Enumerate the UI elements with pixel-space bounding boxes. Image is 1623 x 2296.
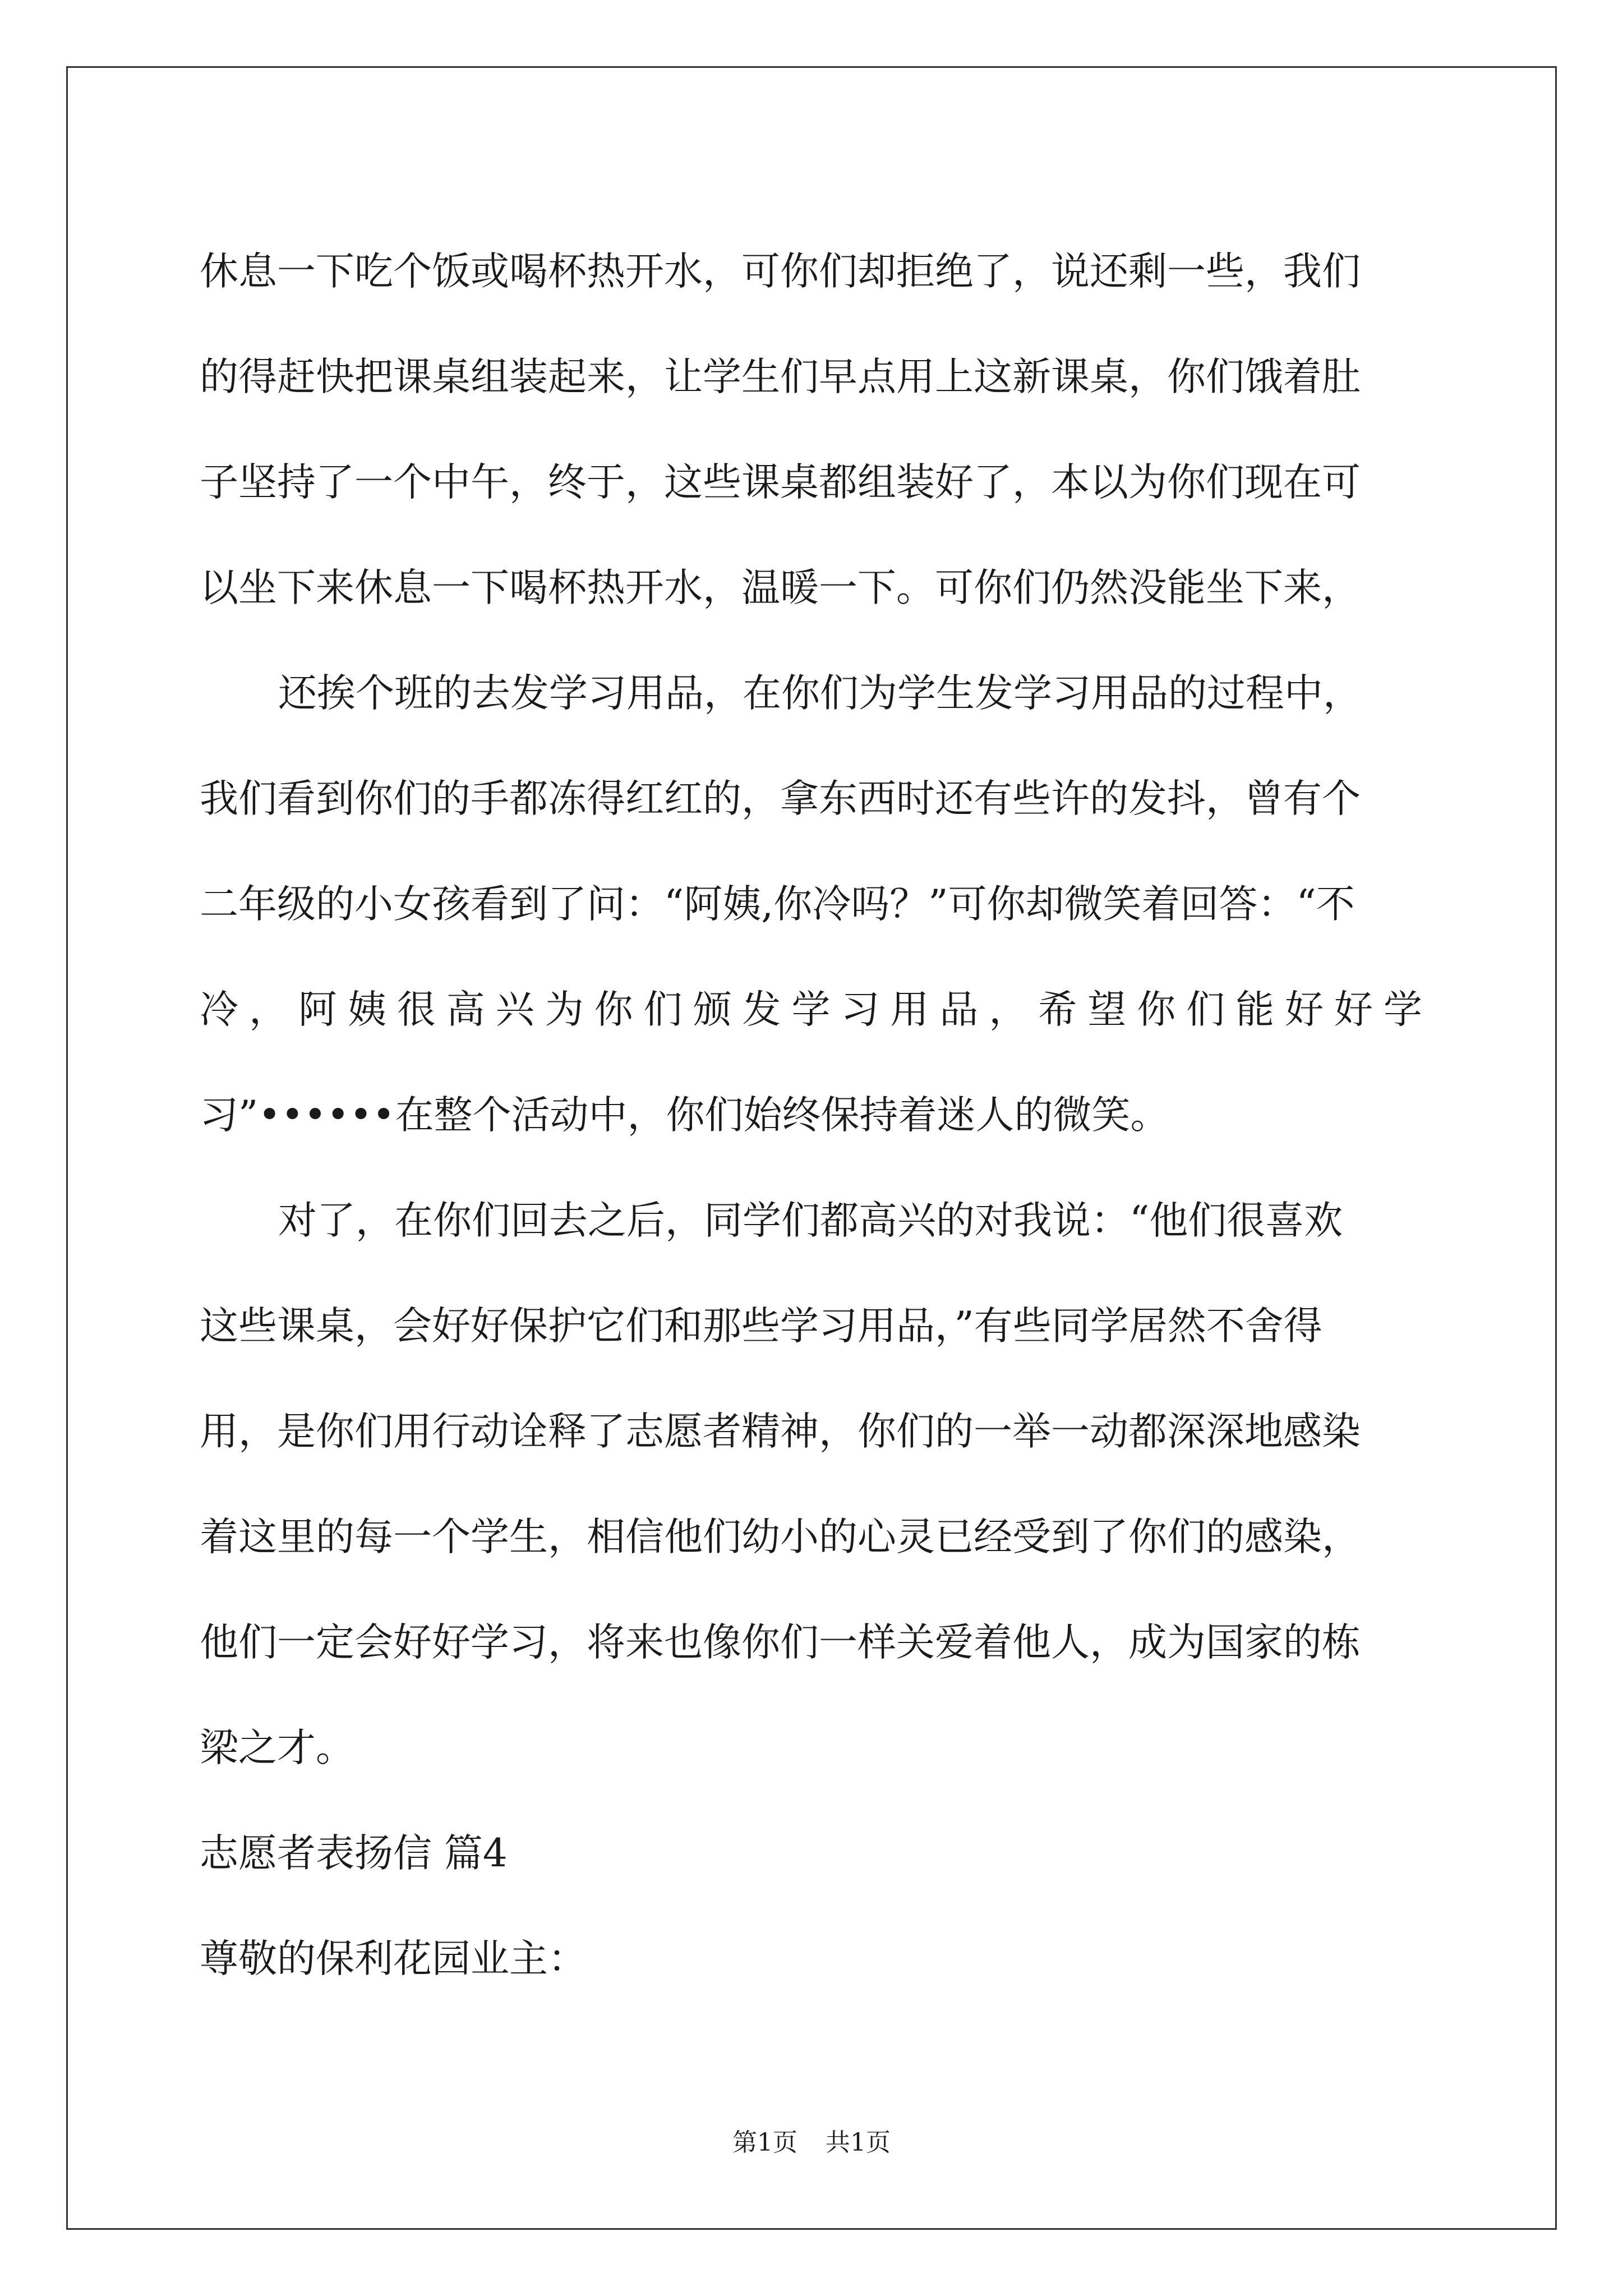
section-heading: 志愿者表扬信 篇4 xyxy=(200,1831,508,1876)
page-number: 第1页 xyxy=(732,2128,797,2157)
paragraph-line: 梁之才。 xyxy=(200,1726,354,1770)
paragraph-line: 冷，阿姨很高兴为你们颁发学习用品，希望你们能好好学 xyxy=(200,987,1422,1032)
paragraph-line: 休息一下吃个饭或喝杯热开水，可你们却拒绝了，说还剩一些，我们 xyxy=(200,249,1361,294)
document-body xyxy=(200,219,1422,2012)
paragraph-line: 还挨个班的去发学习用品，在你们为学生发学习用品的过程中， xyxy=(278,671,1362,716)
letter-salutation: 尊敬的保利花园业主： xyxy=(200,1936,587,1981)
paragraph-line: 习”••••••在整个活动中，你们始终保持着迷人的微笑。 xyxy=(200,1093,1169,1138)
page-total: 共1页 xyxy=(826,2128,891,2157)
paragraph-line: 二年级的小女孩看到了问：“阿姨,你冷吗？”可你却微笑着回答：“不 xyxy=(200,882,1355,927)
paragraph-line: 的得赶快把课桌组装起来，让学生们早点用上这新课桌，你们饿着肚 xyxy=(200,355,1361,399)
paragraph-line: 他们一定会好好学习，将来也像你们一样关爱着他人，成为国家的栋 xyxy=(200,1620,1361,1665)
paragraph-line: 以坐下来休息一下喝杯热开水，温暖一下。可你们仍然没能坐下来， xyxy=(200,565,1361,610)
paragraph-line: 这些课桌，会好好保护它们和那些学习用品，”有些同学居然不舍得 xyxy=(200,1304,1322,1349)
paragraph-line: 我们看到你们的手都冻得红红的，拿东西时还有些许的发抖，曾有个 xyxy=(200,776,1361,821)
paragraph-line: 着这里的每一个学生，相信他们幼小的心灵已经受到了你们的感染， xyxy=(200,1515,1361,1559)
page-footer xyxy=(0,2126,1623,2160)
paragraph-line: 用，是你们用行动诠释了志愿者精神，你们的一举一动都深深地感染 xyxy=(200,1409,1361,1454)
paragraph-line: 子坚持了一个中午，终于，这些课桌都组装好了，本以为你们现在可 xyxy=(200,460,1361,505)
paragraph-line: 对了，在你们回去之后，同学们都高兴的对我说：“他们很喜欢 xyxy=(278,1198,1343,1243)
